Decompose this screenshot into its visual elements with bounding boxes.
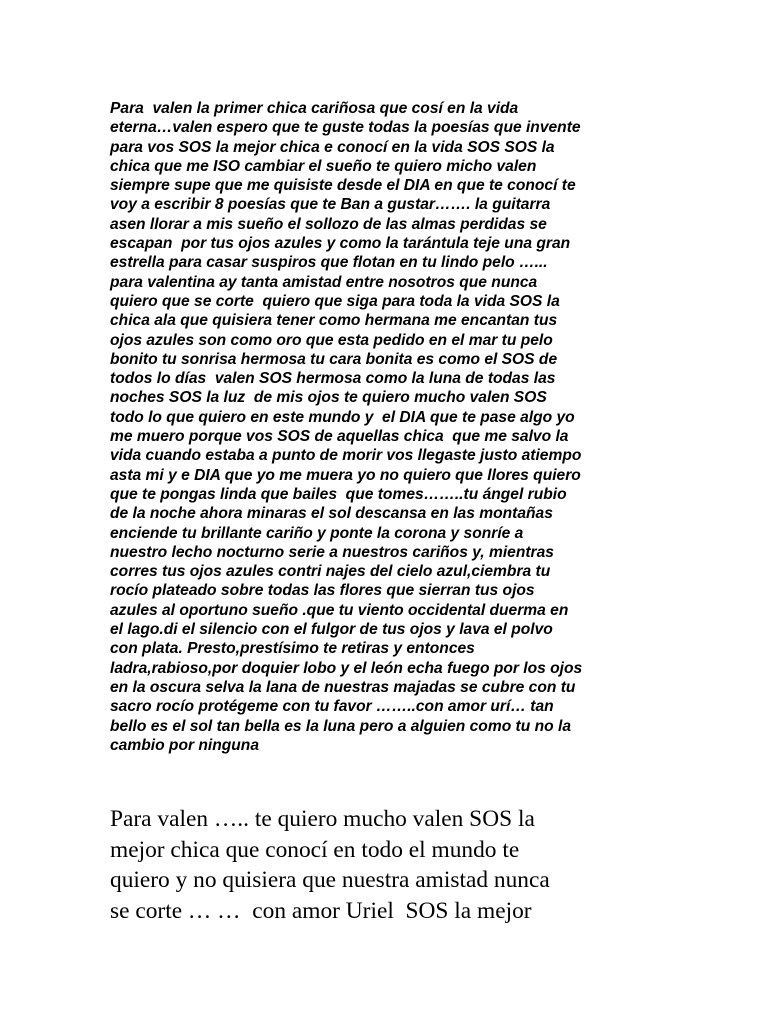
poem-line: asta mi y e DIA que yo me muera yo no quiero que llores quiero [110, 466, 581, 484]
poem-line: bonito tu sonrisa hermosa tu cara bonita es como el SOS de [110, 350, 558, 368]
poem-line: que te pongas linda que bailes que tomes……..tu ángel rubio [110, 485, 567, 503]
poem-line: me muero porque vos SOS de aquellas chica que me salvo la [110, 428, 569, 446]
poem-line: estrella para casar suspiros que flotan en tu lindo pelo …... [110, 254, 548, 272]
poem-line: para vos SOS la mejor chica e conocí en la vida SOS SOS la [110, 138, 555, 156]
poem-line: el lago.di el silencio con el fulgor de tus ojos y lava el polvo [110, 621, 553, 639]
poem-line: ladra,rabioso,por doquier lobo y el león echa fuego por los ojos [110, 659, 583, 677]
poem-line: en la oscura selva la lana de nuestras majadas se cubre con tu [110, 678, 576, 696]
poem-line: eterna…valen espero que te guste todas la poesías que invente [110, 119, 581, 137]
poem-line: vida cuando estaba a punto de morir vos llegaste justo atiempo [110, 447, 582, 465]
poem-line: noches SOS la luz de mis ojos te quiero mucho valen SOS [110, 389, 547, 407]
poem-line: rocío plateado sobre todas las flores que sierran tus ojos [110, 582, 535, 600]
poem-line: cambio por ninguna [110, 736, 260, 754]
message-line: quiero y no quisiera que nuestra amistad nunca [110, 867, 550, 894]
poem-line: nuestro lecho nocturno serie a nuestros cariños y, mientras [110, 543, 554, 561]
poem-line: con plata. Presto,prestísimo te retiras y entonces [110, 640, 475, 658]
poem-line: siempre supe que me quisiste desde el DIA en que te conocí te [110, 177, 576, 195]
poem-line: bello es el sol tan bella es la luna pero a alguien como tu no la [110, 717, 571, 735]
poem-line: ojos azules son como oro que esta pedido en el mar tu pelo [110, 331, 553, 349]
message-line: mejor chica que conocí en todo el mundo te [110, 836, 520, 863]
poem-line: quiero que se corte quiero que siga para toda la vida SOS la [110, 292, 560, 310]
poem-line: asen llorar a mis sueño el sollozo de las almas perdidas se [110, 215, 547, 233]
poem-line: para valentina ay tanta amistad entre nosotros que nunca [110, 273, 538, 291]
poem-line: de la noche ahora minaras el sol descansa en las montañas [110, 505, 553, 523]
message-line: se corte … … con amor Uriel SOS la mejor [110, 898, 532, 925]
message-text-block [110, 804, 670, 927]
poem-line: enciende tu brillante cariño y ponte la corona y sonríe a [110, 524, 524, 542]
poem-line: azules al oportuno sueño .que tu viento occidental duerma en [110, 601, 569, 619]
poem-line: sacro rocío protégeme con tu favor ……..con amor urí… tan [110, 698, 554, 716]
poem-line: corres tus ojos azules contri najes del cielo azul,ciembra tu [110, 563, 551, 581]
poem-line: todo lo que quiero en este mundo y el DIA que te pase algo yo [110, 408, 575, 426]
poem-text-block [110, 99, 670, 755]
poem-line: escapan por tus ojos azules y como la tarántula teje una gran [110, 235, 571, 253]
poem-line: todos lo días valen SOS hermosa como la luna de todas las [110, 370, 556, 388]
poem-line: Para valen la primer chica cariñosa que cosí en la vida [110, 100, 519, 117]
poem-line: chica que me ISO cambiar el sueño te quiero micho valen [110, 157, 537, 175]
message-line: Para valen ….. te quiero mucho valen SOS la [110, 806, 535, 832]
poem-line: chica ala que quisiera tener como hermana me encantan tus [110, 312, 558, 330]
poem-line: voy a escribir 8 poesías que te Ban a gustar……. la guitarra [110, 196, 551, 214]
